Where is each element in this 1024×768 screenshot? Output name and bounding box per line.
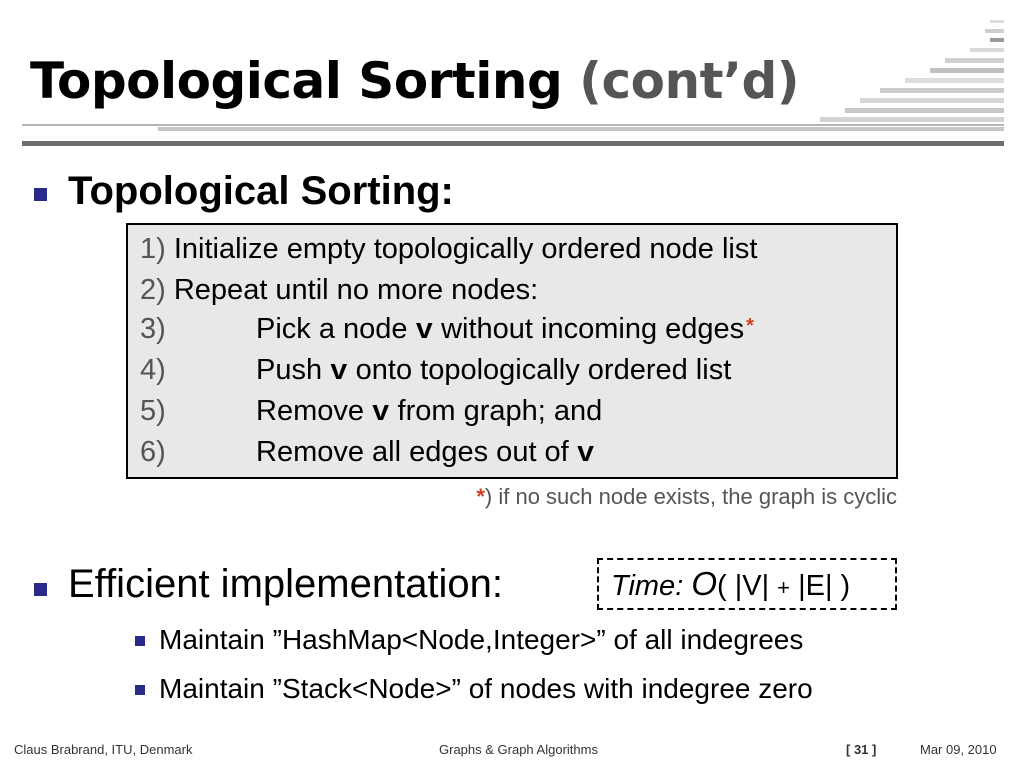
- section-heading-topological-sorting: Topological Sorting:: [68, 169, 454, 213]
- algorithm-box: [126, 223, 898, 479]
- footer-author: Claus Brabrand, ITU, Denmark: [14, 742, 193, 757]
- step-text-pre: Remove all edges out of: [256, 436, 577, 468]
- step-text: Repeat until no more nodes:: [173, 274, 539, 306]
- step-code: v: [415, 314, 434, 347]
- title-main: Topological Sorting: [30, 52, 563, 110]
- bullet-square-icon: [34, 583, 47, 596]
- step-number: 4): [140, 354, 166, 386]
- algorithm-step-3: [140, 313, 754, 347]
- cyclic-footnote: [476, 484, 897, 510]
- step-text-pre: Remove: [256, 395, 373, 427]
- step-code: v: [576, 437, 595, 470]
- time-open: ( |V|: [716, 570, 778, 602]
- algorithm-step-6: [140, 436, 594, 470]
- step-number: 3): [140, 313, 166, 345]
- step-text-pre: Pick a node: [256, 313, 416, 345]
- footnote-marker: *: [476, 484, 485, 509]
- footer-course: Graphs & Graph Algorithms: [439, 742, 598, 757]
- step-number: 5): [140, 395, 166, 427]
- time-rest: |E| ): [790, 570, 851, 602]
- slide-title: [30, 52, 799, 110]
- step-code: v: [372, 396, 390, 429]
- step-text-pre: Push: [256, 354, 331, 386]
- step-text-post: onto topologically ordered list: [347, 354, 732, 386]
- algorithm-step-1: [140, 233, 757, 266]
- step-text: Initialize empty topologically ordered node list: [173, 233, 758, 265]
- step-number: 6): [140, 436, 166, 468]
- subitem-hashmap: Maintain ”HashMap<Node,Integer>” of all indegrees: [159, 624, 804, 655]
- subitem-stack: Maintain ”Stack<Node>” of nodes with indegree zero: [159, 673, 813, 704]
- bullet-square-icon: [135, 685, 145, 695]
- title-sub: (cont’d): [579, 52, 800, 110]
- time-plus: +: [777, 575, 791, 600]
- footer-page-number: [ 31 ]: [846, 742, 877, 757]
- big-o: O: [691, 565, 717, 602]
- bullet-square-icon: [34, 188, 47, 201]
- step-number: 2): [140, 274, 166, 306]
- algorithm-step-5: [140, 395, 602, 429]
- section-heading-efficient-implementation: Efficient implementation:: [68, 562, 504, 606]
- algorithm-step-4: [140, 354, 731, 388]
- step-text-post: without incoming edges: [433, 313, 745, 345]
- footnote-marker: *: [746, 315, 754, 337]
- time-complexity-box: [597, 558, 897, 610]
- time-label: Time:: [611, 570, 692, 602]
- bullet-square-icon: [135, 636, 145, 646]
- footnote-text: ) if no such node exists, the graph is cyclic: [484, 484, 897, 509]
- footer-date: Mar 09, 2010: [920, 742, 997, 757]
- step-number: 1): [140, 233, 166, 265]
- algorithm-step-2: [140, 274, 538, 307]
- step-text-post: from graph; and: [389, 395, 603, 427]
- step-code: v: [330, 355, 348, 388]
